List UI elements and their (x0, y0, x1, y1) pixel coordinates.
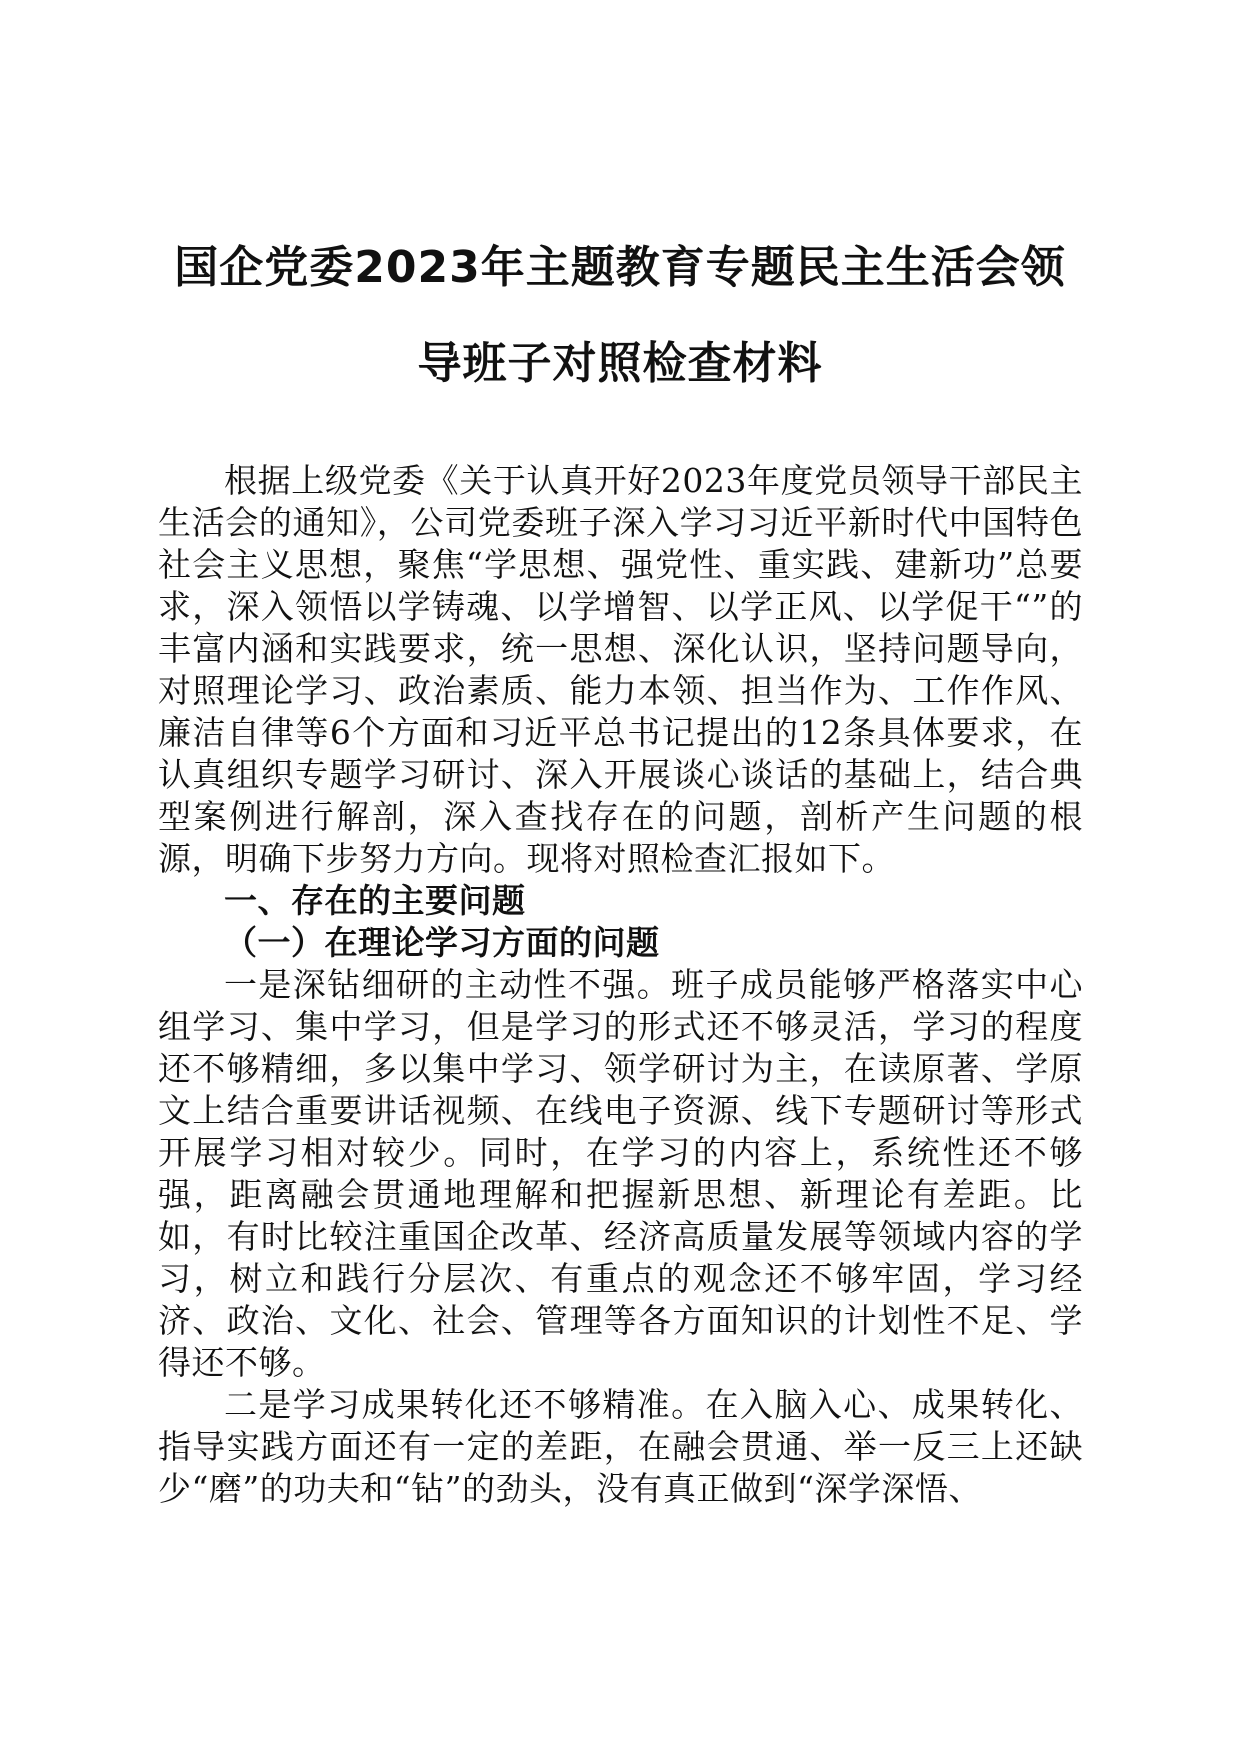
title-line-2: 导班子对照检查材料 (417, 338, 823, 389)
intro-paragraph: 根据上级党委《关于认真开好2023年度党员领导干部民主生活会的通知》，公司党委班子深入学习习近平新时代中国特色社会主义思想，聚焦“学思想、强党性、重实践、建新功”总要求，深入领悟以学铸魂、以学增智、以学正风、以学促干“”的丰富内涵和实践要求，统一思想、深化认识，坚持问题导向，对照理论学习、政治素质、能力本领、担当作为、工作作风、廉洁自律等6个方面和习近平总书记提出的12条具体要求，在认真组织专题学习研讨、深入开展谈心谈话的基础上，结合典型案例进行解剖，深入查找存在的问题，剖析产生问题的根源，明确下步努力方向。现将对照检查汇报如下。 (158, 461, 1083, 878)
document-body (158, 460, 1083, 1510)
title-line-1: 国企党委2023年主题教育专题民主生活会领 (174, 242, 1066, 293)
point-1-paragraph: 一是深钻细研的主动性不强。班子成员能够严格落实中心组学习、集中学习，但是学习的形式还不够灵活，学习的程度还不够精细，多以集中学习、领学研讨为主，在读原著、学原文上结合重要讲话视频、在线电子资源、线下专题研讨等形式开展学习相对较少。同时，在学习的内容上，系统性还不够强，距离融会贯通地理解和把握新思想、新理论有差距。比如，有时比较注重国企改革、经济高质量发展等领域内容的学习，树立和践行分层次、有重点的观念还不够牢固，学习经济、政治、文化、社会、管理等各方面知识的计划性不足、学得还不够。 (158, 965, 1083, 1382)
document-title (150, 220, 1090, 412)
section-1-heading: 一、存在的主要问题 (224, 881, 526, 920)
point-2-paragraph: 二是学习成果转化还不够精准。在入脑入心、成果转化、指导实践方面还有一定的差距，在融会贯通、举一反三上还缺少“磨”的功夫和“钻”的劲头，没有真正做到“深学深悟、 (158, 1385, 1083, 1508)
subsection-1-heading: （一）在理论学习方面的问题 (224, 923, 660, 962)
